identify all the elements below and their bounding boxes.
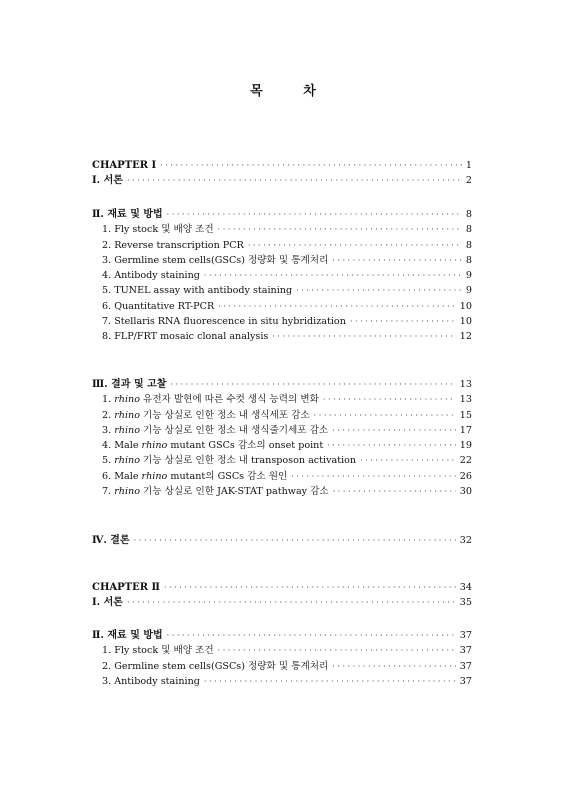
page-number: 9	[465, 285, 472, 297]
toc-entry-prefix: 3.	[102, 424, 115, 436]
dot-leader	[204, 268, 462, 283]
toc-heading[interactable]	[92, 595, 472, 610]
dot-leader	[332, 659, 456, 674]
dot-leader	[360, 453, 456, 468]
toc-entry-suffix: 기능 상실로 인한 JAK-STAT pathway 감소	[140, 486, 329, 498]
page-number: 13	[459, 394, 472, 406]
dot-leader	[164, 580, 456, 595]
page-number: 13	[459, 379, 472, 390]
toc-heading[interactable]	[92, 628, 472, 643]
toc-entry-prefix: 7.	[102, 486, 115, 498]
toc-entry-label	[102, 423, 328, 438]
dot-leader	[167, 628, 456, 643]
gene-name: rhino	[114, 424, 140, 436]
page-number: 10	[459, 300, 472, 312]
dot-leader	[127, 173, 462, 188]
toc-entry[interactable]	[92, 438, 472, 453]
toc-entry[interactable]	[92, 238, 472, 253]
dot-leader	[332, 423, 456, 438]
dot-leader	[134, 533, 456, 548]
toc-section	[92, 628, 472, 689]
page-number: 8	[465, 239, 472, 251]
toc-entry-label: Ⅱ. 재료 및 방법	[92, 630, 163, 641]
toc-section	[92, 580, 472, 611]
dot-leader	[333, 484, 456, 499]
toc-entry-label: 3. Germline stem cells(GSCs) 정량화 및 통계처리	[102, 254, 329, 266]
toc-entry[interactable]	[92, 659, 472, 674]
toc-entry[interactable]	[92, 299, 472, 314]
toc-entry-label: 2. Reverse transcription PCR	[102, 239, 244, 251]
dot-leader	[314, 408, 456, 423]
toc-entry-label: 5. TUNEL assay with antibody staining	[102, 285, 293, 297]
toc-entry-label: Ⅳ. 결론	[92, 535, 130, 546]
toc-entry[interactable]	[92, 408, 472, 423]
gene-name: rhino	[141, 470, 168, 482]
dot-leader	[296, 283, 462, 298]
toc-section	[92, 158, 472, 189]
toc-entry-label: CHAPTER Ⅰ	[92, 160, 157, 171]
toc-entry[interactable]	[92, 423, 472, 438]
gene-name: rhino	[114, 394, 140, 406]
toc-entry-label	[102, 469, 287, 484]
toc-entry-prefix: 1.	[102, 394, 115, 406]
page-number: 22	[459, 455, 472, 467]
toc-entry-prefix: 4. Male	[102, 440, 142, 452]
dot-leader	[291, 469, 456, 484]
gene-name: rhino	[141, 440, 168, 452]
toc-entry-suffix: mutant의 GSCs 감소 원인	[167, 470, 288, 482]
page-number: 10	[459, 316, 472, 328]
toc-entry-suffix: 기능 상실로 인한 정소 내 생식줄기세포 감소	[140, 424, 329, 436]
toc-heading[interactable]	[92, 580, 472, 595]
toc-entry-suffix: mutant GSCs 감소의 onset point	[167, 440, 324, 452]
dot-leader	[350, 314, 456, 329]
page-number: 35	[459, 597, 472, 609]
toc-entry[interactable]	[92, 253, 472, 268]
gene-name: rhino	[114, 409, 140, 421]
gene-name: rhino	[114, 455, 140, 467]
toc-entry-label: 8. FLP/FRT mosaic clonal analysis	[102, 331, 269, 343]
toc-entry[interactable]	[92, 469, 472, 484]
toc-entry-label: Ⅱ. 재료 및 방법	[92, 209, 163, 220]
toc-entry-suffix: 기능 상실로 인한 정소 내 생식세포 감소	[140, 409, 310, 421]
page-number: 19	[459, 440, 472, 452]
dot-leader	[204, 674, 456, 689]
page-number: 8	[465, 224, 472, 236]
toc-entry[interactable]	[92, 674, 472, 689]
toc-entry-label: Ⅰ. 서론	[92, 175, 123, 187]
toc-entry-label: Ⅲ. 결과 및 고찰	[92, 379, 167, 390]
toc-entry-label: 4. Antibody staining	[102, 270, 200, 282]
toc-entry-label: CHAPTER Ⅱ	[92, 582, 160, 593]
toc-entry[interactable]	[92, 283, 472, 298]
toc-entry[interactable]	[92, 268, 472, 283]
page-number: 8	[465, 254, 472, 266]
dot-leader	[170, 377, 455, 392]
dot-leader	[160, 158, 462, 173]
page-number: 9	[465, 270, 472, 282]
toc-entry-label: 3. Antibody staining	[102, 675, 200, 687]
dot-leader	[167, 207, 462, 222]
toc-entry-suffix: 기능 상실로 인한 정소 내 transposon activation	[140, 455, 357, 467]
toc-section	[92, 377, 472, 499]
dot-leader	[272, 329, 455, 344]
dot-leader	[218, 643, 456, 658]
toc-entry-label: 1. Fly stock 및 배양 조건	[102, 224, 214, 236]
toc-heading[interactable]	[92, 158, 472, 173]
toc-entry-label	[102, 484, 329, 499]
page-number: 37	[459, 660, 472, 672]
page-title: 목 차	[250, 84, 334, 99]
page-number: 34	[459, 582, 472, 593]
toc-entry[interactable]	[92, 314, 472, 329]
toc-entry-suffix: 유전자 발현에 따른 수컷 생식 능력의 변화	[140, 394, 319, 406]
toc-entry[interactable]	[92, 453, 472, 468]
page-number: 30	[459, 486, 472, 498]
toc-entry-label	[102, 408, 310, 423]
toc-section	[92, 207, 472, 345]
toc-entry-prefix: 2.	[102, 409, 115, 421]
toc-entry-prefix: 5.	[102, 455, 115, 467]
toc-entry-label: 2. Germline stem cells(GSCs) 정량화 및 통계처리	[102, 660, 329, 672]
page-number: 37	[459, 675, 472, 687]
page-number: 17	[459, 424, 472, 436]
toc-entry-label: 1. Fly stock 및 배양 조건	[102, 645, 214, 657]
toc-section	[92, 533, 472, 548]
toc-entry-label	[102, 438, 323, 453]
toc-entry[interactable]	[92, 643, 472, 658]
dot-leader	[332, 253, 462, 268]
page-number: 1	[465, 160, 472, 171]
page-number: 12	[459, 331, 472, 343]
toc-heading[interactable]	[92, 207, 472, 222]
toc-heading[interactable]	[92, 377, 472, 392]
toc-entry-label: 6. Quantitative RT-PCR	[102, 300, 215, 312]
gene-name: rhino	[114, 486, 140, 498]
dot-leader	[127, 595, 456, 610]
toc-entry[interactable]	[92, 484, 472, 499]
page-number: 8	[465, 209, 472, 220]
page-number: 32	[459, 535, 472, 546]
dot-leader	[323, 392, 456, 407]
page-number: 37	[459, 630, 472, 641]
toc-entry-label	[102, 392, 319, 407]
dot-leader	[248, 238, 462, 253]
page-number: 37	[459, 645, 472, 657]
page-number: 2	[465, 175, 472, 187]
toc-entry-label: Ⅰ. 서론	[92, 597, 123, 609]
toc-heading[interactable]	[92, 173, 472, 188]
dot-leader	[218, 222, 462, 237]
page-number: 26	[459, 470, 472, 482]
dot-leader	[327, 438, 456, 453]
toc-entry-label	[102, 453, 356, 468]
toc-entry-label: 7. Stellaris RNA fluorescence in situ hybridization	[102, 316, 346, 328]
toc-entry[interactable]	[92, 329, 472, 344]
toc-entry[interactable]	[92, 222, 472, 237]
toc-entry-prefix: 6. Male	[102, 470, 142, 482]
toc-entry[interactable]	[92, 392, 472, 407]
toc-heading[interactable]	[92, 533, 472, 548]
page-number: 15	[459, 409, 472, 421]
dot-leader	[218, 299, 456, 314]
